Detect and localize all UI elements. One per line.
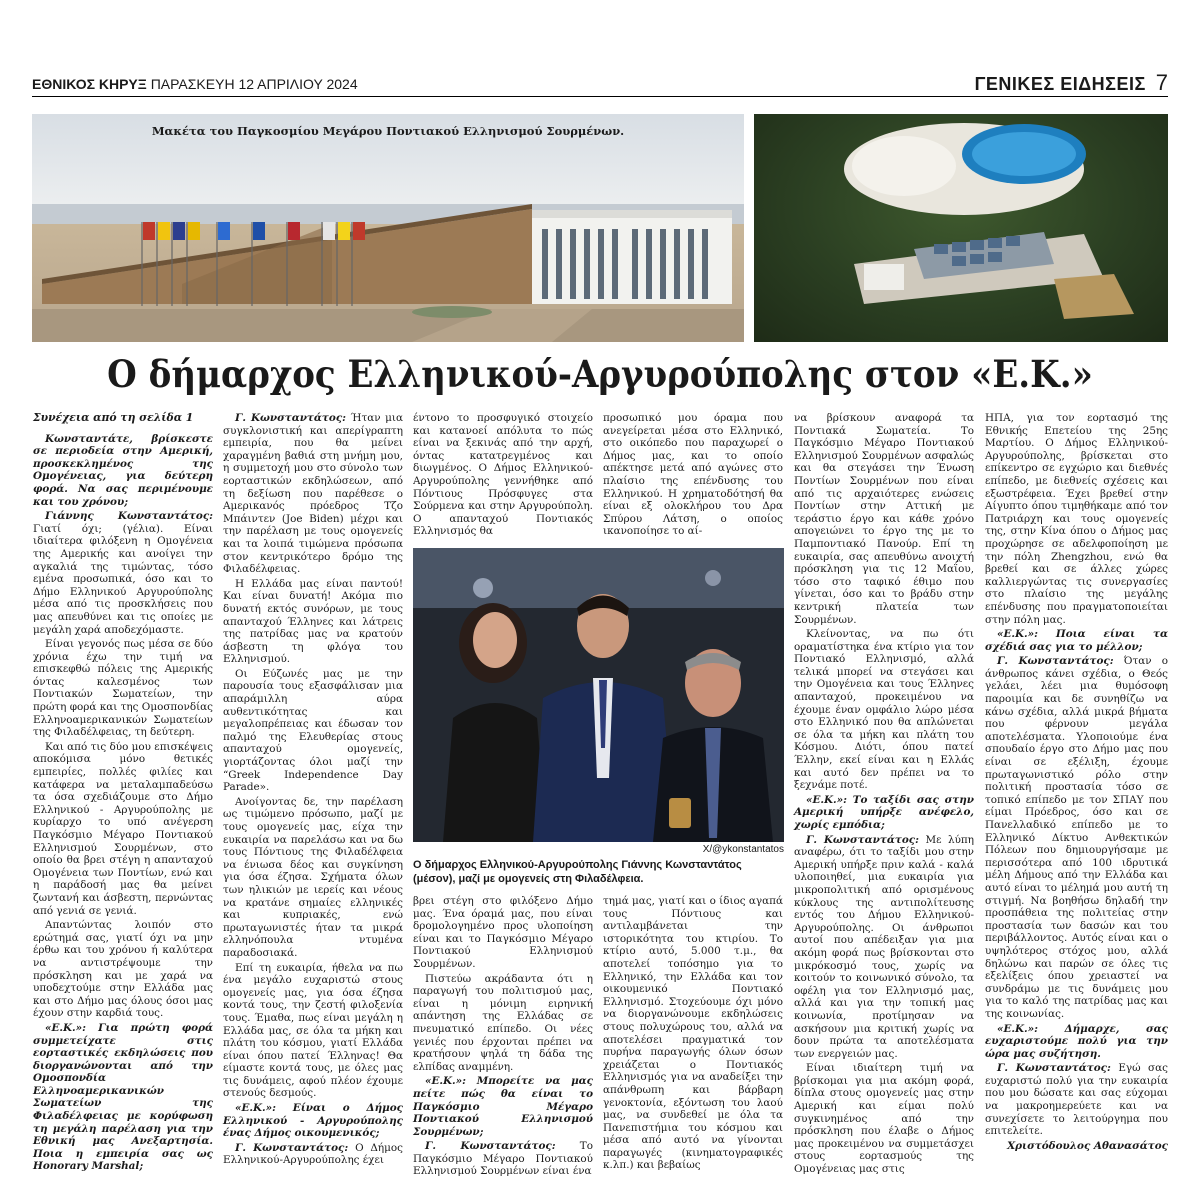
paragraph — [33, 638, 213, 739]
article-headline: Ο δήμαρχος Ελληνικού-Αργυρούπολης στον «Ε.Κ.» — [107, 352, 1093, 396]
paragraph — [223, 796, 403, 960]
paragraph-text: Δήμαρχε, σας ευχαριστούμε πολύ για την ώρα μας συζήτηση. — [985, 1022, 1168, 1060]
paragraph-text: Είναι ο Δήμος Ελληνικού - Αργυρούπολης ένας Δήμος οικουμενικός; — [223, 1102, 403, 1140]
column-4-top — [603, 412, 783, 544]
speaker-label: Γ. Κωνσταντάτος: — [997, 1062, 1111, 1075]
paragraph-text: προσωπικό μου όραμα που ανεγείρεται μέσα στο Ελληνικό, στο οικόπεδο που παραχωρεί ο Δήμος μας, και το οποίο απέκτησε μετά από αγώνες στο πλαίσιο της επένδυσης του Ελληνικού. Η χρηματοδότησή θα είναι εξ ολοκλήρου του Δρα Σπύρου Λάτση, ο οποίος ικανοποίησε το αί- — [603, 412, 783, 538]
page-number: 7 — [1155, 70, 1168, 95]
column-1 — [33, 412, 213, 1175]
building-illustration — [32, 114, 744, 342]
paragraph — [794, 412, 974, 626]
paragraph — [33, 919, 213, 1020]
people-photo — [413, 548, 784, 842]
paragraph-text: Το Παγκόσμιο Μέγαρο Ποντιακού Ελληνισμού Σουρμένων είναι ένα — [413, 1140, 593, 1178]
photo-illustration — [413, 548, 784, 842]
paragraph-text: έντονο το προσφυγικό στοιχείο και κατανοεί απόλυτα το πώς είναι να ξεκινάς από την αρχή, όντας κατατρεγμένος και διωγμένος. Ο Δήμος Ελληνικού-Αργυρούπολης γεννήθηκε από Πόντιους Πρόσφυγες στα Σούρμενα και στην Αργυρούπολη. Ο απανταχού Ποντιακός Ελληνισμός θα — [413, 412, 593, 538]
paragraph-text: τημά μας, γιατί και ο ίδιος αγαπά τους Πόντιους και αντιλαμβάνεται την ιστορικότητα του κτιρίου. Το κτίριο αυτό, 5.000 τ.μ., θα αποτελεί τοπόσημο για το Ελληνικό, την Ελλάδα και τον οικουμενικό Ποντιακό Ελληνισμό. Στοχεύουμε όχι μόνο να διοργανώνουμε εκδηλώσεις στους πολυχώρους του, αλλά να αποτελέσει πραγματικά τον πυρήνα παραγωγής όλων όσων χρειάζεται ο Ποντιακός Ελληνισμός για να αναδείξει την απάνθρωπη και βάρβαρη γενοκτονία, εξόντωση του λαού μας, να συνδεθεί με όλα τα Πανεπιστήμια του κόσμου και μέσα από αυτό να γίνονται παραγωγές (κινηματογραφικές κ.λπ.) και βεβαίως — [603, 895, 783, 1172]
column-2 — [223, 412, 403, 1169]
paragraph-text: να βρίσκουν αναφορά τα Ποντιακά Σωματεία. Το Παγκόσμιο Μέγαρο Ποντιακού Ελληνισμού Σουρμένων ασφαλώς και θα στεγάσει την Ένωση Ποντίων Σουρμένων που είναι από τις αρχαιότερες ενώσεις Ποντίων στην Αττική με τεράστιο έργο και κάθε χρόνο απογειώνει το έργο της με το Παμποντιακό Πανούρ. Επί τη ευκαιρία, σας απευθύνω ανοιχτή πρόσκληση για τις 12 Μαΐου, τόσο στο ταφικό έθιμο που γίνεται, όσο και το βράδυ στην κεντρική πλατεία των Σουρμένων. — [794, 412, 974, 626]
paragraph — [794, 794, 974, 832]
paragraph — [413, 412, 593, 538]
masthead-left — [32, 76, 358, 92]
paragraph — [33, 510, 213, 636]
speaker-label: Γιάννης Κωνσταντάτος: — [45, 510, 213, 523]
paragraph-text: Μπορείτε να μας πείτε πώς θα είναι το Παγκόσμιο Μέγαρο Ποντιακού Ελληνισμού Σουρμένων; — [413, 1075, 593, 1138]
issue-date: ΠΑΡΑΣΚΕΥΗ 12 ΑΠΡΙΛΙΟΥ 2024 — [150, 76, 358, 92]
speaker-label: Γ. Κωνσταντάτος: — [425, 1140, 556, 1153]
paragraph-text: Η Ελλάδα μας είναι παντού! Και είναι δυνατή! Ακόμα πιο δυνατή εκτός συνόρων, με τους απανταχού Έλληνες και λάτρεις της πατρίδας μας να κρατούν άσβεστη τη φλόγα του Ελληνισμού. — [223, 577, 403, 666]
paragraph — [223, 578, 403, 666]
masthead — [32, 66, 1168, 97]
paragraph — [794, 1062, 974, 1175]
section-name: ΓΕΝΙΚΕΣ ΕΙΔΗΣΕΙΣ — [974, 74, 1146, 94]
paragraph — [794, 628, 974, 792]
paragraph — [794, 834, 974, 1061]
paragraph-text: Ανοίγοντας δε, την παρέλαση ως τιμώμενο πρόσωπο, μαζί με τους ομογενείς μας, είχα την ευκαιρία να παρελάσω και να δω τους Πόντιους της Φιλαδέλφεια να ένιωσα δέος και συγκίνηση για όσα έζησα. Σχήματα όλων των ηλικιών με ιερείς και νέους να κρατάνε σημαίες ελληνικές και κυπριακές, ενώ πρωταγωνιστές ήταν τα μικρά ελληνόπουλα ντυμένα παραδοσιακά. — [223, 795, 403, 959]
paragraph-text: Ο Δήμος Ελληνικού-Αργυρούπολης έχει — [223, 1141, 403, 1167]
interviewer-label: «Ε.Κ.»: — [45, 1021, 87, 1034]
paragraph-text: Πιστεύω ακράδαντα ότι η παραγωγή του πολιτισμού μας, είναι η μόνιμη ειρηνική απάντηση της Ελλάδας σε πνευματικό επίπεδο. Οι νέες γενιές που έρχονται πρέπει να κρατήσουν ψηλά τη δάδα της ελπίδας αναμμένη. — [413, 972, 593, 1073]
column-3-top — [413, 412, 593, 544]
paragraph-text: Και από τις δύο μου επισκέψεις αποκόμισα μόνο θετικές εμπειρίες, πολλές φιλίες και κατάφερα να μεταλαμπαδεύσω τα όσα σχεδιάζουμε στο Δήμο Ελληνικού - Αργυρούπολης με κυρίαρχο το υπό ανέγερση Παγκόσμιο Μέγαρο Ποντιακού Ελληνισμού Σουρμένων, στο οποίο θα βρει στέγη η απανταχού Ομογένεια των Ποντίων, ενώ και η παράδοσή μας θα μείνει ζωντανή και άσβεστη, περνώντας από γενιά σε γενιά. — [33, 740, 213, 917]
paragraph — [33, 1022, 213, 1173]
paragraph — [985, 1062, 1168, 1138]
interviewer-label: «Ε.Κ.»: — [997, 628, 1039, 641]
paragraph — [33, 433, 213, 509]
aerial-render-image — [754, 114, 1168, 342]
speaker-label: Γ. Κωνσταντάτος: — [806, 833, 919, 846]
paragraph — [33, 741, 213, 917]
paragraph — [985, 1023, 1168, 1061]
paragraph-text: Επί τη ευκαιρία, ήθελα να πω ένα μεγάλο ευχαριστώ στους ομογενείς μας, για όσα έζησα κοντά τους, την ζεστή φιλοξενία τους. Έμαθα, πως είναι μεγάλη η Ελλάδα μας, σε όλα τα μήκη και πλάτη του κόσμου, γιατί Ελλάδα είναι όπου πατεί Έλληνας! Θα είμαστε κοντά τους, με όλες μας τις δυνάμεις, αφού πλέον έχουμε στενούς δεσμούς. — [223, 961, 403, 1100]
photo-credit: X/@ykonstantatos — [702, 844, 784, 855]
paragraph-text: Είναι γεγονός πως μέσα σε δύο χρόνια έχω την τιμή να επισκεφθώ πόλεις της Αμερικής όντας καλεσμένος των Ποντιακών Σωματείων, την πρώτη φορά και της Ομοσπονδίας Ελληνοαμερικανικών Σωματείων της Φιλαδέλφειας, τη δεύτερη. — [33, 638, 213, 739]
interviewer-label: «Ε.Κ.»: — [425, 1075, 467, 1088]
masthead-right — [975, 70, 1168, 96]
paragraph — [223, 1142, 403, 1167]
model-caption: Μακέτα του Παγκοσμίου Μεγάρου Ποντιακού Ελληνισμού Σουρμένων. — [151, 124, 625, 138]
column-5 — [794, 412, 974, 1178]
paragraph-text: βρει στέγη στο φιλόξενο Δήμο μας. Ένα όραμά μας, που είναι δρομολογημένο προς υλοποίηση είναι και το Παγκόσμιο Μέγαρο Ποντιακού Ελληνισμού Σουρμένων. — [413, 895, 593, 970]
paragraph — [223, 1102, 403, 1140]
aerial-illustration — [754, 114, 1168, 342]
paragraph-text: Για πρώτη φορά συμμετείχατε στις εορταστικές εκδηλώσεις που διοργανώνονται από την Ομοσπονδία Ελληνοαμερικανικών Σωματείων της Φιλαδέλφειας με κορύφωση τη μεγάλη παρέλαση για την Εθνική μας Ανεξαρτησία. Ποια η εμπειρία σας ως Honorary Marshal; — [33, 1021, 213, 1173]
interviewer-label: «Ε.Κ.»: — [997, 1022, 1039, 1035]
paragraph-text: Με λύπη αναφέρω, ότι το ταξίδι μου στην Αμερική υπήρξε πριν καλά - καλά υλοποιηθεί, μια ευκαιρία για μικροπολιτική από ορισμένους κύκλους της αντιπολίτευσης εντός του Δήμου Ελληνικού-Αργυρούπολης. Οι άνθρωποι αυτοί που απέδειξαν για μια ακόμη φορά πως βρίσκονται στο μικρόκοσμό τους, χωρίς να κοιτούν το κοινωνικό σύνολο, τα οφέλη για τον Ελληνισμό μας, αλλά και για την τοπική μας κοινωνία, προτίμησαν να ασκήσουν μια κριτική χωρίς να δουν πρώτα τα αποτελέσματα των ενεργειών μας. — [794, 833, 974, 1060]
speaker-label: Γ. Κωνσταντάτος: — [235, 412, 347, 424]
column-4-bottom — [603, 895, 783, 1174]
column-6 — [985, 412, 1168, 1152]
paragraph-text: Εγώ σας ευχαριστώ πολύ για την ευκαιρία που μου δώσατε και σας εύχομαι να μακροημερεύετε και να συνεχίσετε το λειτούργημα που επιτελείτε. — [985, 1062, 1168, 1138]
paragraph — [33, 412, 213, 425]
paragraph-text: Ποια είναι τα σχέδιά σας για το μέλλον; — [985, 628, 1168, 653]
paragraph-text: Το ταξίδι σας στην Αμερική υπήρξε ανέφελο, χωρίς εμπόδια; — [794, 793, 974, 831]
paragraph — [223, 412, 403, 576]
paragraph-text: Ήταν μια συγκλονιστική και απερίγραπτη εμπειρία, που θα μείνει χαραγμένη βαθιά στη μνήμη μου, η συμμετοχή μου στο σύνολο των εορταστικών εκδηλώσεων, από τη δεξίωση που παρέθεσε ο Αμερικανός πρόεδρος Τζο Μπάιντεν (Joe Biden) μέχρι και την παρέλαση με τους ομογενείς και τα λοιπά τιμώμενα πρόσωπα στον κεντρικότερο δρόμο της Φιλαδέλφειας. — [223, 412, 403, 576]
paragraph — [223, 668, 403, 794]
building-model-image — [32, 114, 744, 342]
interviewer-label: «Ε.Κ.»: — [235, 1102, 277, 1115]
paragraph-text: Είναι ιδιαίτερη τιμή να βρίσκομαι για μια ακόμη φορά, δίπλα στους ομογενείς μας στην Αμερική και είμαι πολύ συγκινημένος από την πρόσκληση που έλαβε ο Δήμος μας προκειμένου να συμμετάσχει στους εορτασμούς της Ομογένειας μας στις — [794, 1062, 974, 1176]
speaker-label: Γ. Κωνσταντάτος: — [235, 1141, 349, 1154]
paragraph — [603, 412, 783, 538]
paragraph — [603, 895, 783, 1172]
paragraph-text: Κωνσταντάτε, βρίσκεστε σε περιοδεία στην Αμερική, προσκεκλημένος της Ομογένειας, για δεύτερη φορά. Να σας περιμένουμε και του χρόνου; — [33, 432, 213, 508]
paragraph-text: Οι Εύζωνές μας με την παρουσία τους εξασφάλισαν μια απαράμιλλη αύρα αυθεντικότητας και μεγαλοπρέπειας και έδωσαν τον παλμό της Ελευθερίας στους απανταχού ομογενείς, γιορτάζοντας όλοι μαζί την “Greek Independence Day Parade». — [223, 667, 403, 794]
speaker-label: Γ. Κωνσταντάτος: — [997, 655, 1114, 668]
paragraph — [413, 973, 593, 1074]
author-signature: Χριστόδουλος Αθανασάτος — [1007, 1139, 1168, 1152]
paragraph — [413, 1075, 593, 1138]
paragraph — [985, 628, 1168, 653]
paragraph-text: Όταν ο άνθρωπος κάνει σχέδια, ο Θεός γελάει, λέει μια θυμόσοφη παροιμία και δε συνηθίζω να κάνω σχέδια, αλλά μικρά βήματα που φέρνουν μεγάλα αποτελέσματα. Υλοποιούμε ένα σπουδαίο έργο στο Δήμο μας που είναι σε εξέλιξη, έχουμε πρωταγωνιστικό ρόλο στην πολιτική προστασία τόσο σε τοπικό επίπεδο με τον ΣΠΑΥ που είμαι Πρόεδρος, όσο και σε Πανελλαδικό επίπεδο με το Ελληνικό Δίκτυο Ανθεκτικών Πόλεων που δημιουργήσαμε με περισσότερα από 100 ιδρυτικά μέλη Δήμους από την Ελλάδα και αυτό είναι το μέλημά μου αυτή τη στιγμή. Να βοηθήσω δηλαδή την προσπάθεια της πολιτείας στην προστασία των δασών και του περιβάλλοντος. Αυτός είναι και ο υψηλότερος στόχος μου, αλλά δηλώνω και παρών σε όλες τις εξελίξεις όπου χρειαστεί να συνδράμω με τις δυνάμεις μου για το καλό της πατρίδας μας και της κοινωνίας. — [985, 655, 1168, 1020]
paper-name: ΕΘΝΙΚΟΣ ΚΗΡΥΞ — [32, 76, 147, 92]
paragraph — [985, 655, 1168, 1020]
photo-caption: Ο δήμαρχος Ελληνικού-Αργυρούπολης Γιάννης Κωνσταντάτος (μέσον), μαζί με ομογενείς στη Φιλαδέλφεια. — [413, 859, 742, 885]
paragraph — [413, 1140, 593, 1178]
paragraph-text: Απαντώντας λοιπόν στο ερώτημά σας, γιατί όχι να μην έρθω και του χρόνου ή καλύτερα να αντιστρέψουμε την πρόσκληση και με χαρά να υποδεχτούμε στην Ελλάδα μας και στο Δήμο μας όλους όσοι μας έχουν στην καρδιά τους. — [33, 919, 213, 1020]
column-3-bottom — [413, 895, 593, 1180]
paragraph-text: ΗΠΑ, για τον εορτασμό της Εθνικής Επετείου της 25ης Μαρτίου. Ο Δήμος Ελληνικού-Αργυρούπολης, βρίσκεται στο επίκεντρο σε εγχώριο και διεθνές επίπεδο, με διεθνείς σχέσεις και εξωστρέφεια. Έχει βρεθεί στην Αίγυπτο όπου τιμηθήκαμε από τον Πατριάρχη και τους ομογενείς της, στην Κίνα όπου ο Δήμος μας προχώρησε σε αδελφοποίηση με την πόλη Zhengzhou, ενώ θα βρεθεί και σε άλλες χώρες καλλιεργώντας τις συνεργασίες στο πλαίσιο της μεγάλης επένδυσης που πραγματοποιείται στην πόλη μας. — [985, 412, 1168, 626]
paragraph-text: Συνέχεια από τη σελίδα 1 — [33, 411, 194, 424]
paragraph-text: Γιατί όχι; (γέλια). Είναι ιδιαίτερα φιλόξενη η Ομογένεια της Αμερικής και ανοίγει την αγκαλιά της τιμώντας, τόσο εμένα προσωπικά, όσο και το Δήμο Ελληνικού Αργυρούπολης μέσα από τις προσκλήσεις που μας απευθύνει και τις οποίες με μεγάλη χαρά αποδεχόμαστε. — [33, 522, 213, 636]
paragraph-text: Κλείνοντας, να πω ότι οραματίστηκα ένα κτίριο για τον Ποντιακό Ελληνισμό, αλλά τελικά μπορεί να στεγάσει και την Ομογένεια και τους Έλληνες απανταχού, προκειμένου να έχουμε έναν ομφάλιο λώρο μέσα στο Ελληνικό που θα απλώνεται σε όλα τα μήκη και πλάτη του Κόσμου. Διότι, όπου πατεί Έλλην, εκεί είναι και η Ελλάς και αυτό δεν πρέπει να το ξεχνάμε ποτέ. — [794, 628, 974, 792]
paragraph — [223, 962, 403, 1101]
paragraph — [413, 895, 593, 971]
interviewer-label: «Ε.Κ.»: — [806, 793, 848, 806]
paragraph — [985, 412, 1168, 626]
